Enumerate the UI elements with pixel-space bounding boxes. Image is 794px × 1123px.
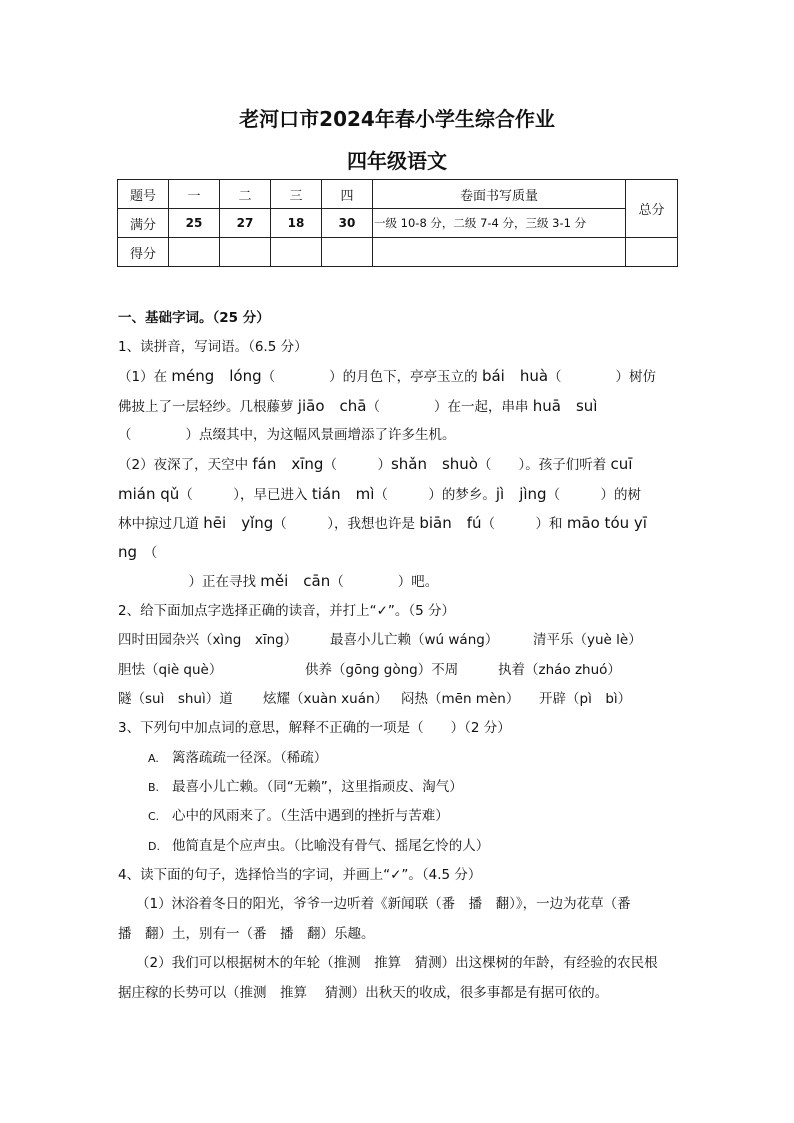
question-stem: 2、给下面加点字选择正确的读音，并打上“✓”。（5 分） <box>118 603 456 619</box>
option-text: 篱落疏疏一径深。（稀疏） <box>172 750 328 766</box>
choice-item[interactable]: 执着（zháo zhuó） <box>498 662 621 678</box>
text: （ ）的梦乡。 <box>374 487 496 503</box>
question-stem: 1、读拼音，写词语。（6.5 分） <box>118 339 308 355</box>
pinyin: huā suì <box>532 397 598 415</box>
pinyin: měi cān <box>260 572 331 590</box>
table-cell: 30 <box>322 209 373 238</box>
text: （1）在 <box>118 369 172 385</box>
choice-item[interactable]: 清平乐（yuè lè） <box>533 632 642 648</box>
page-subtitle: 四年级语文 <box>347 149 447 173</box>
table-cell: 二 <box>220 180 271 209</box>
pinyin: shǎn shuò <box>390 455 478 473</box>
question-line: （1）沐浴着冬日的阳光，爷爷一边听着《新闻联（番 播 翻）》，一边为花草（番 <box>136 896 631 912</box>
pinyin: māo tóu yī <box>566 514 647 532</box>
table-cell: 27 <box>220 209 271 238</box>
text: （ ）在一起，串串 <box>366 399 533 415</box>
table-cell: 一 <box>169 180 220 209</box>
question-stem: 3、下列句中加点词的意思，解释不正确的一项是（ ）（2 分） <box>118 720 511 736</box>
choice-item[interactable]: 开辟（pì bì） <box>539 691 632 707</box>
score-input-cell[interactable] <box>626 238 678 267</box>
table-row <box>118 209 678 238</box>
section-heading: 一、基础字词。（25 分） <box>118 310 270 326</box>
pinyin: méng lóng <box>171 367 262 385</box>
page-title: 老河口市2024年春小学生综合作业 <box>239 107 555 131</box>
question-line: （ ）点缀其中，为这幅风景画增添了许多生机。 <box>118 427 456 443</box>
option-letter: B. <box>148 781 160 794</box>
question-line <box>118 630 688 650</box>
option-a[interactable] <box>148 748 718 769</box>
question-line <box>118 484 688 505</box>
option-text: 心中的风雨来了。（生活中遇到的挫折与苦难） <box>172 808 449 824</box>
table-cell: 卷面书写质量 <box>373 180 626 209</box>
text: （ ）树仿 <box>548 369 657 385</box>
text: 林中掠过几道 <box>118 516 204 532</box>
text: （ ）的月色下，亭亭玉立的 <box>261 369 482 385</box>
question-line <box>118 513 688 534</box>
pinyin: ng <box>118 543 138 561</box>
pinyin: mián qǔ <box>118 485 180 503</box>
option-letter: C. <box>148 810 160 823</box>
option-d[interactable] <box>148 836 718 857</box>
question-line: 据庄稼的长势可以（推测 推算 猜测）出秋天的收成，很多事都是有据可依的。 <box>118 985 609 1001</box>
option-b[interactable] <box>148 777 718 798</box>
option-letter: A. <box>148 752 159 765</box>
option-c[interactable] <box>148 806 718 827</box>
choice-item[interactable]: 炫耀（xuàn xuán） <box>263 691 389 707</box>
choice-item[interactable]: 胆怯（qiè què） <box>118 662 223 678</box>
table-cell: 25 <box>169 209 220 238</box>
table-cell: 18 <box>271 209 322 238</box>
choice-item[interactable]: 供养（gōng gòng）不周 <box>305 662 459 678</box>
text: （ ）和 <box>481 516 567 532</box>
question-line <box>118 660 688 680</box>
text: （ ）吧。 <box>330 574 439 590</box>
choice-item[interactable]: 最喜小儿亡赖（wú wáng） <box>330 632 499 648</box>
pinyin: bái huà <box>481 367 549 385</box>
table-cell: 三 <box>271 180 322 209</box>
text: （ ）的树 <box>546 487 642 503</box>
text: （ <box>150 545 158 561</box>
choice-item[interactable]: 四时田园杂兴（xìng xīng） <box>118 632 298 648</box>
score-input-cell[interactable] <box>373 238 626 267</box>
table-cell: 题号 <box>118 180 169 209</box>
pinyin: tián mì <box>311 485 375 503</box>
question-line <box>118 366 688 387</box>
text: （ ），早已进入 <box>179 487 312 503</box>
table-cell: 一级 10-8 分，二级 7-4 分，三级 3-1 分 <box>373 209 626 238</box>
score-input-cell[interactable] <box>322 238 373 267</box>
option-letter: D. <box>148 840 160 853</box>
pinyin: fán xīng <box>252 455 324 473</box>
question-line <box>148 571 718 592</box>
table-row <box>118 180 678 209</box>
score-input-cell[interactable] <box>220 238 271 267</box>
text: （ ）。孩子们听着 <box>477 457 611 473</box>
pinyin: biān fú <box>419 514 482 532</box>
question-line <box>118 454 688 475</box>
table-cell: 满分 <box>118 209 169 238</box>
text: （ ），我想也许是 <box>273 516 420 532</box>
score-table <box>117 179 678 267</box>
pinyin: jì jìng <box>495 485 547 503</box>
option-text: 最喜小儿亡赖。（同“无赖”，这里指顽皮、淘气） <box>172 779 463 795</box>
pinyin: cuī <box>610 455 633 473</box>
score-input-cell[interactable] <box>271 238 322 267</box>
score-input-cell[interactable] <box>169 238 220 267</box>
question-line <box>118 396 688 417</box>
text: 佛披上了一层轻纱。几根藤萝 <box>118 399 298 415</box>
question-line: （2）我们可以根据树木的年轮（推测 推算 猜测）出这棵树的年龄，有经验的农民根 <box>136 955 658 971</box>
question-line <box>118 689 688 709</box>
choice-item[interactable]: 隧（suì shuì）道 <box>118 691 233 707</box>
text: （2）夜深了，天空中 <box>118 457 253 473</box>
table-cell-total: 总分 <box>626 180 678 238</box>
option-text: 他简直是个应声虫。（比喻没有骨气、摇尾乞怜的人） <box>172 838 490 854</box>
table-row <box>118 238 678 267</box>
question-line: 播 翻）土，别有一（番 播 翻）乐趣。 <box>118 926 375 942</box>
table-cell: 得分 <box>118 238 169 267</box>
pinyin: hēi yǐng <box>203 514 274 532</box>
text: （ ） <box>323 457 391 473</box>
pinyin: jiāo chā <box>297 397 367 415</box>
choice-item[interactable]: 闷热（mēn mèn） <box>401 691 520 707</box>
table-cell: 四 <box>322 180 373 209</box>
text: ）正在寻找 <box>148 574 261 590</box>
question-line <box>118 542 688 563</box>
question-stem: 4、读下面的句子，选择恰当的字词，并画上“✓”。（4.5 分） <box>118 867 482 883</box>
